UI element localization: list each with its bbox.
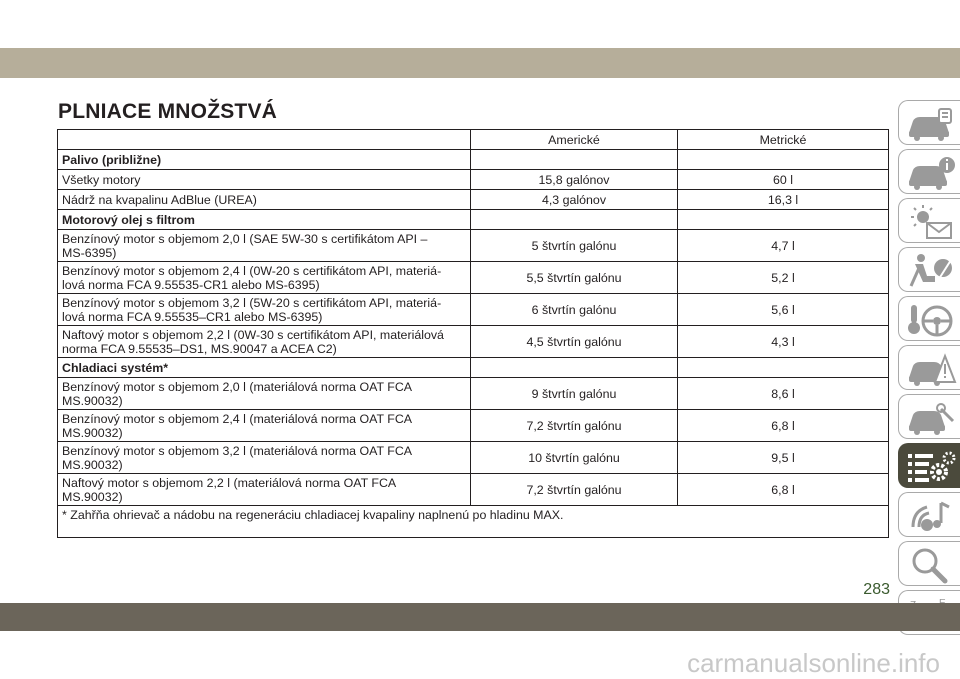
top-color-band (0, 48, 960, 78)
table-row (58, 294, 889, 326)
multimedia-icon (905, 497, 957, 535)
row-metric: 16,3 l (678, 190, 889, 210)
row-us (471, 358, 678, 378)
fill-capacities-table (57, 129, 889, 538)
row-metric (678, 358, 889, 378)
row-label: Benzínový motor s objemom 2,0 l (SAE 5W-30 s certifikátom API – MS-6395) (58, 230, 471, 262)
page-title: PLNIACE MNOŽSTVÁ (58, 100, 278, 123)
row-us: 5 štvrtín galónu (471, 230, 678, 262)
tab-getting-to-know-vehicle[interactable] (898, 100, 960, 145)
table-footnote: * Zahřňa ohrievač a nádobu na regeneráciu chladiacej kvapaliny naplnenú po hladinu MAX. (58, 506, 889, 538)
table-row (58, 150, 889, 170)
row-label: Nádrž na kvapalinu AdBlue (UREA) (58, 190, 471, 210)
row-label: Motorový olej s filtrom (58, 210, 471, 230)
row-us: 7,2 štvrtín galónu (471, 410, 678, 442)
table-row (58, 358, 889, 378)
row-us: 4,3 galónov (471, 190, 678, 210)
header-label (58, 130, 471, 150)
row-metric (678, 150, 889, 170)
table-row (58, 230, 889, 262)
row-label: Naftový motor s objemom 2,2 l (materiálová norma OAT FCA MS.90032) (58, 474, 471, 506)
row-label: Benzínový motor s objemom 2,4 l (materiálová norma OAT FCA MS.90032) (58, 410, 471, 442)
row-metric (678, 210, 889, 230)
table-footnote-row (58, 506, 889, 538)
tab-starting-operating[interactable] (898, 296, 960, 341)
row-metric: 5,2 l (678, 262, 889, 294)
table-row (58, 210, 889, 230)
watermark-text: carmanualsonline.info (687, 648, 940, 678)
row-us: 9 štvrtín galónu (471, 378, 678, 410)
header-metric: Metrické (678, 130, 889, 150)
row-label: Benzínový motor s objemom 3,2 l (materiálová norma OAT FCA MS.90032) (58, 442, 471, 474)
row-us: 7,2 štvrtín galónu (471, 474, 678, 506)
row-label: Benzínový motor s objemom 2,4 l (0W-20 s certifikátom API, materiá- lová norma FCA 9.55535-CR1 alebo MS-6395) (58, 262, 471, 294)
table-row (58, 410, 889, 442)
car-info-icon (905, 154, 957, 192)
row-us: 10 štvrtín galónu (471, 442, 678, 474)
row-us: 4,5 štvrtín galónu (471, 326, 678, 358)
table-row (58, 378, 889, 410)
tab-servicing-maintenance[interactable] (898, 394, 960, 439)
row-metric: 5,6 l (678, 294, 889, 326)
row-us: 15,8 galónov (471, 170, 678, 190)
tab-in-case-of-emergency[interactable] (898, 345, 960, 390)
row-us (471, 210, 678, 230)
row-metric: 8,6 l (678, 378, 889, 410)
car-dashboard-icon (905, 105, 957, 143)
row-us (471, 150, 678, 170)
row-metric: 4,3 l (678, 326, 889, 358)
row-label: Benzínový motor s objemom 3,2 l (5W-20 s certifikátom API, materiá- lová norma FCA 9.55535–CR1 alebo MS-6395) (58, 294, 471, 326)
table-row (58, 170, 889, 190)
table-row (58, 442, 889, 474)
table-row (58, 190, 889, 210)
table-row (58, 474, 889, 506)
table-header-row (58, 130, 889, 150)
warning-lights-icon (905, 203, 957, 241)
specifications-gears-icon (905, 448, 957, 486)
tab-safety[interactable] (898, 247, 960, 292)
row-us: 6 štvrtín galónu (471, 294, 678, 326)
row-metric: 4,7 l (678, 230, 889, 262)
row-label: Palivo (približne) (58, 150, 471, 170)
row-us: 5,5 štvrtín galónu (471, 262, 678, 294)
row-metric: 9,5 l (678, 442, 889, 474)
tab-vehicle-info[interactable] (898, 149, 960, 194)
row-label: Naftový motor s objemom 2,2 l (0W-30 s certifikátom API, materiálová norma FCA 9.55535–DS1, MS.90047 a ACEA C2) (58, 326, 471, 358)
road-warning-icon (905, 350, 957, 388)
row-metric: 6,8 l (678, 410, 889, 442)
table-row (58, 326, 889, 358)
bottom-color-band (0, 603, 960, 631)
steering-wheel-icon (905, 301, 957, 339)
tab-technical-specifications[interactable] (898, 443, 960, 488)
header-us: Americké (471, 130, 678, 150)
table-row (58, 262, 889, 294)
row-label: Benzínový motor s objemom 2,0 l (materiálová norma OAT FCA MS.90032) (58, 378, 471, 410)
row-metric: 6,8 l (678, 474, 889, 506)
row-metric: 60 l (678, 170, 889, 190)
search-magnifier-icon (905, 546, 957, 584)
car-service-icon (905, 399, 957, 437)
page-number: 283 (863, 581, 890, 598)
tab-multimedia[interactable] (898, 492, 960, 537)
airbag-seat-icon (905, 252, 957, 290)
row-label: Všetky motory (58, 170, 471, 190)
tab-warning-lights[interactable] (898, 198, 960, 243)
row-label: Chladiaci systém* (58, 358, 471, 378)
tab-index-search[interactable] (898, 541, 960, 586)
